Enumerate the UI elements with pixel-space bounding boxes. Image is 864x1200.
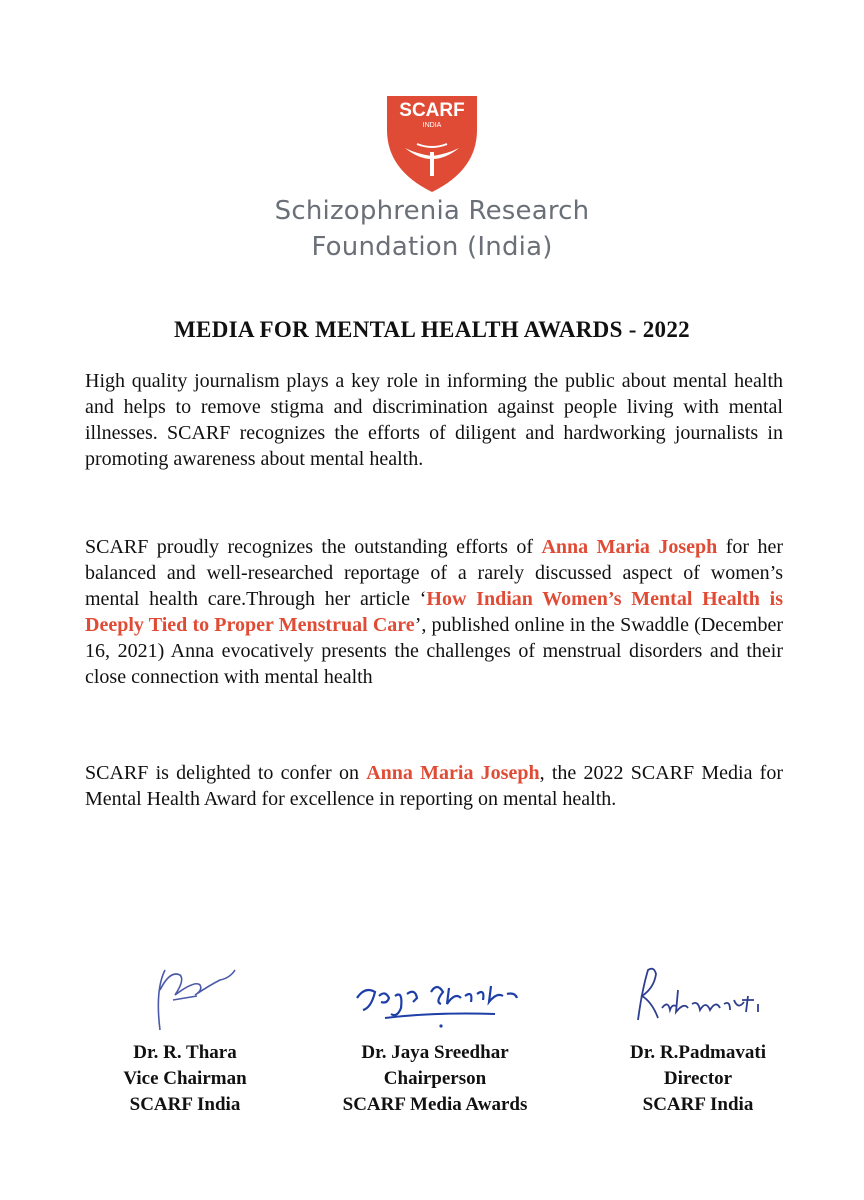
scarf-logo	[0, 90, 864, 200]
org-line-2: Foundation (India)	[311, 232, 553, 262]
article-title: How Indian Women’s Mental Health is Deeply Tied to Proper Menstrual Care	[85, 588, 784, 636]
text-segment: SCARF is delighted to confer on	[85, 762, 367, 784]
organization-name	[0, 193, 864, 265]
signatory-org: SCARF India	[642, 1094, 754, 1115]
text-segment: , the 2022 SCARF Media for Mental Health Award for excellence in reporting on mental health.	[85, 762, 784, 810]
signature-padmavati-image	[618, 960, 778, 1040]
svg-text:INDIA: INDIA	[422, 122, 442, 129]
text-segment: ’, published online in the Swaddle (December 16, 2021) Anna evocatively presents the challenges of menstrual disorders and their close connection with mental health	[85, 614, 784, 688]
signature-thara-image	[125, 950, 245, 1040]
awardee-name: Anna Maria Joseph	[541, 536, 718, 558]
awardee-name: Anna Maria Joseph	[366, 762, 540, 784]
svg-text:SCARF: SCARF	[399, 100, 465, 121]
text-segment: SCARF proudly recognizes the outstanding efforts of	[85, 536, 542, 558]
document-title: MEDIA FOR MENTAL HEALTH AWARDS - 2022	[174, 317, 690, 342]
paragraph-conferral	[85, 760, 783, 812]
signatory-org: SCARF Media Awards	[342, 1094, 528, 1115]
paragraph-intro: High quality journalism plays a key role in informing the public about mental health and helps to remove stigma and discrimination against people living with mental illnesses. SCARF recognizes the efforts of diligent and hardworking journalists in promoting awareness about mental health.	[85, 370, 783, 470]
text-segment: for her balanced and well-researched reportage of a rarely discussed aspect of women’s mental health care.Through her article ‘	[85, 536, 784, 610]
signatory-role: Chairperson	[383, 1068, 487, 1089]
paragraph-recognition	[85, 534, 783, 690]
signature-sreedhar-image	[345, 968, 525, 1040]
signatory-name: Dr. R. Thara	[133, 1042, 237, 1063]
signatory-org: SCARF India	[129, 1094, 241, 1115]
signatory-role: Director	[663, 1068, 733, 1089]
signatory-name: Dr. Jaya Sreedhar	[361, 1042, 509, 1063]
signatory-sreedhar	[310, 968, 560, 1118]
signatory-name: Dr. R.Padmavati	[630, 1042, 766, 1063]
signatory-role: Vice Chairman	[123, 1068, 247, 1089]
signatory-padmavati	[588, 960, 808, 1118]
signatory-thara	[80, 950, 290, 1118]
scarf-shield-icon	[377, 90, 487, 195]
org-line-1: Schizophrenia Research	[274, 196, 590, 226]
